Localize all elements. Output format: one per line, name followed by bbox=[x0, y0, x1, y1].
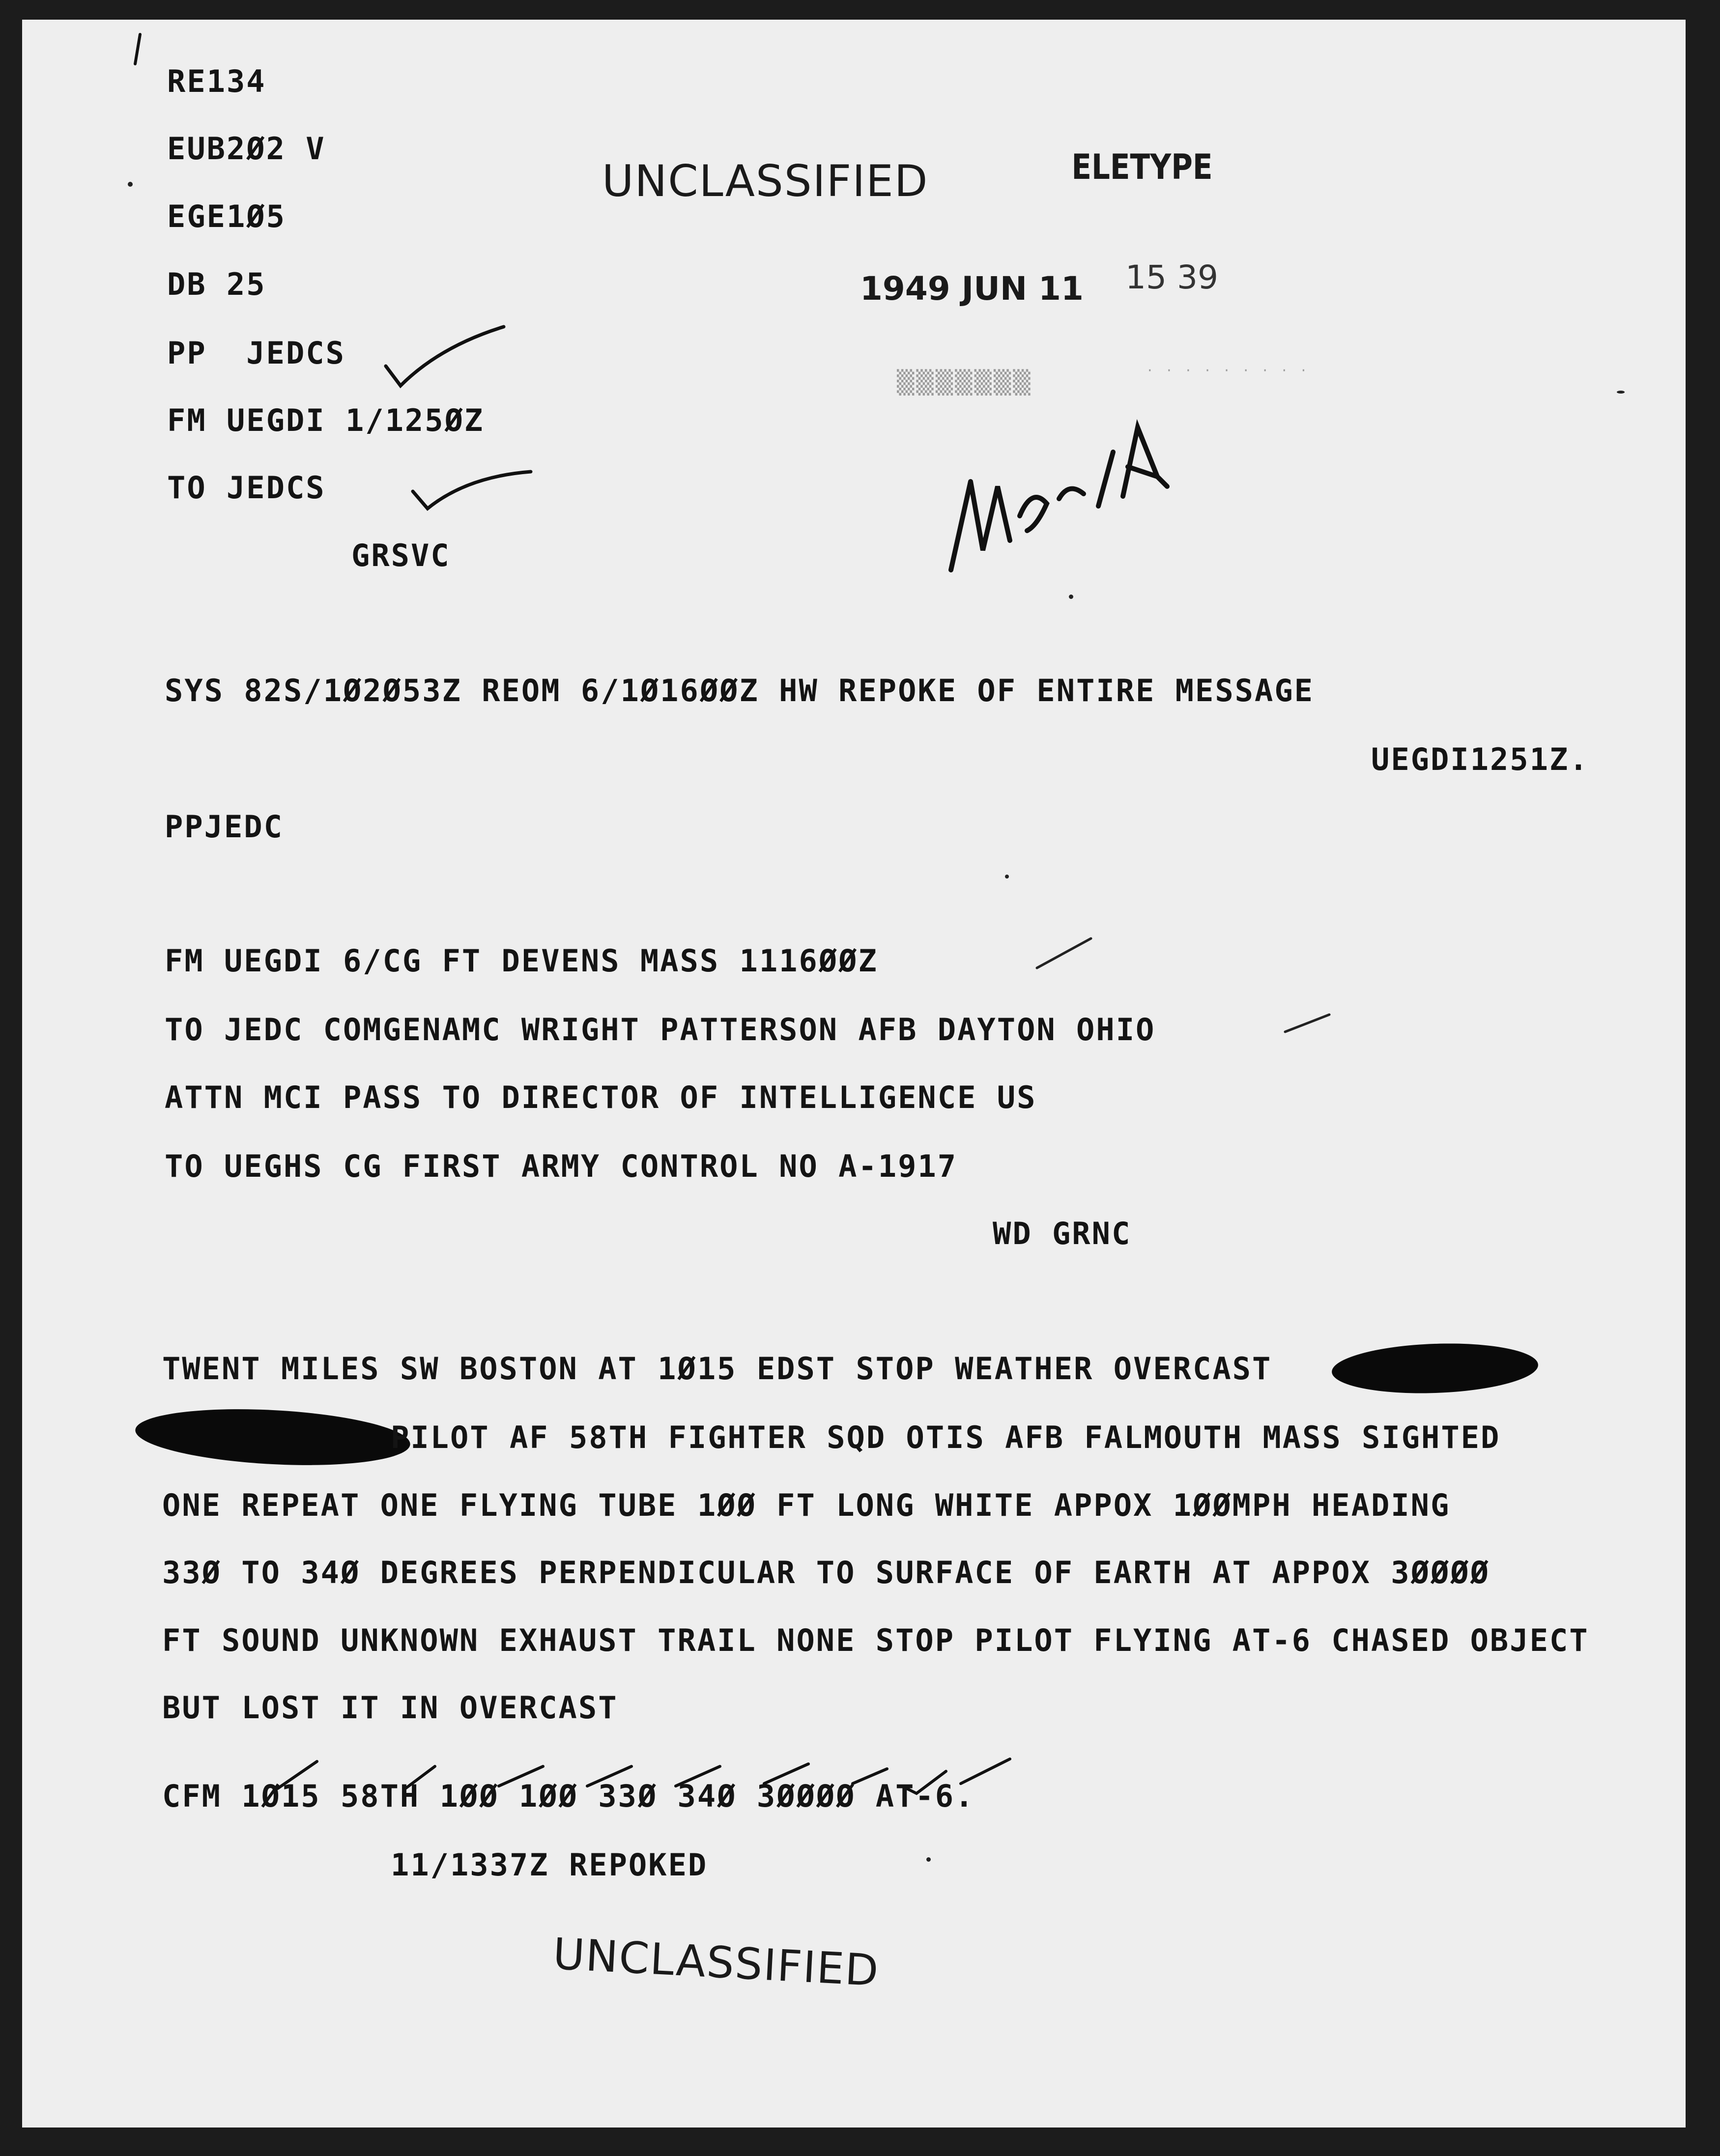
routing-pp: PPJEDC bbox=[165, 809, 284, 845]
handwritten-initials-icon bbox=[936, 413, 1211, 590]
routing-to-line-1: TO JEDC COMGENAMC WRIGHT PATTERSON AFB DAYTON OHIO bbox=[165, 1012, 1156, 1048]
teletype-stamp: ELETYPE bbox=[1071, 147, 1213, 187]
paper-speck bbox=[1617, 391, 1625, 394]
routing-wd: WD GRNC bbox=[993, 1216, 1132, 1251]
confirm-repoked: 11/1337Z REPOKED bbox=[391, 1847, 708, 1883]
paper-speck bbox=[1069, 595, 1073, 599]
header-line-1: RE134 bbox=[167, 63, 266, 99]
confirm-cfm-line: CFM 1Ø15 58TH 1ØØ 1ØØ 33Ø 34Ø 3ØØØØ AT-6. bbox=[162, 1778, 975, 1814]
body-line-2: PILOT AF 58TH FIGHTER SQD OTIS AFB FALMOUTH MASS SIGHTED bbox=[391, 1419, 1501, 1455]
routing-to-line-3: TO UEGHS CG FIRST ARMY CONTROL NO A-1917 bbox=[165, 1148, 958, 1184]
body-line-5: FT SOUND UNKNOWN EXHAUST TRAIL NONE STOP PILOT FLYING AT-6 CHASED OBJECT bbox=[162, 1622, 1589, 1658]
faint-stamp-smudge-2: · · · · · · · · · bbox=[1147, 362, 1311, 379]
check-mark-icon bbox=[381, 322, 509, 396]
time-stamp: 15 39 bbox=[1125, 258, 1218, 296]
header-line-6: FM UEGDI 1/125ØZ bbox=[167, 402, 485, 438]
top-classification-stamp: UNCLASSIFIED bbox=[602, 156, 929, 206]
redaction-mark bbox=[134, 1403, 412, 1471]
paper-speck bbox=[926, 1857, 931, 1862]
body-line-6: BUT LOST IT IN OVERCAST bbox=[162, 1690, 618, 1726]
paper-speck bbox=[1005, 875, 1009, 879]
body-line-3: ONE REPEAT ONE FLYING TUBE 1ØØ FT LONG WHITE APPOX 1ØØMPH HEADING bbox=[162, 1487, 1451, 1523]
routing-from-line: FM UEGDI 6/CG FT DEVENS MASS 1116ØØZ bbox=[165, 943, 878, 979]
service-sys-line: SYS 82S/1Ø2Ø53Z REOM 6/1Ø16ØØZ HW REPOKE OF ENTIRE MESSAGE bbox=[165, 673, 1314, 709]
tick-mark-icon bbox=[1280, 1007, 1334, 1037]
tick-mark-icon bbox=[1032, 934, 1096, 973]
paper-speck bbox=[128, 182, 133, 187]
body-line-1: TWENT MILES SW BOSTON AT 1Ø15 EDST STOP WEATHER OVERCAST bbox=[162, 1351, 1272, 1387]
teletype-sheet bbox=[22, 20, 1686, 2128]
date-stamp: 1949 JUN 11 bbox=[860, 270, 1084, 308]
check-mark-icon bbox=[408, 462, 536, 521]
header-line-3: EGE1Ø5 bbox=[167, 199, 286, 234]
routing-to-line-2: ATTN MCI PASS TO DIRECTOR OF INTELLIGENCE US bbox=[165, 1079, 1037, 1115]
bottom-classification-stamp: UNCLASSIFIED bbox=[551, 1928, 881, 1996]
header-line-4: DB 25 bbox=[167, 266, 266, 302]
redaction-mark bbox=[1331, 1340, 1539, 1397]
header-line-2: EUB2Ø2 V bbox=[167, 131, 326, 167]
header-line-5: PP JEDCS bbox=[167, 335, 345, 371]
faint-stamp-smudge: ▒▒▒▒▒▒▒ bbox=[897, 369, 1032, 396]
header-line-8: GRSVC bbox=[351, 538, 451, 573]
service-ref: UEGDI1251Z. bbox=[1371, 741, 1589, 777]
pen-mark-icon bbox=[128, 29, 147, 79]
body-line-4: 33Ø TO 34Ø DEGREES PERPENDICULAR TO SURFACE OF EARTH AT APPOX 3ØØØØ bbox=[162, 1555, 1490, 1590]
header-line-7: TO JEDCS bbox=[167, 470, 326, 506]
